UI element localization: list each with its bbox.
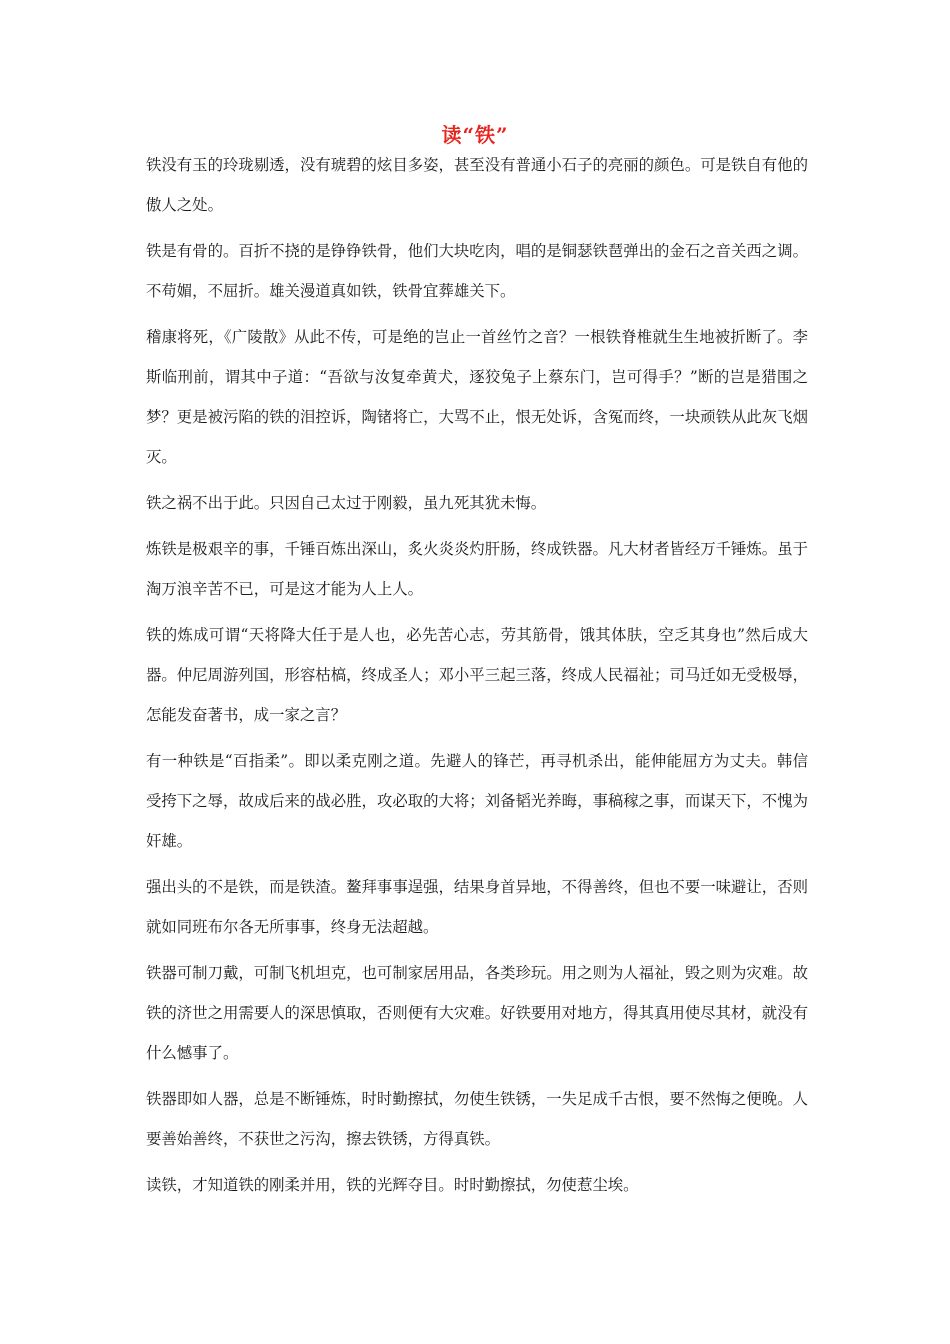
paragraph-4: 铁之祸不出于此。只因自己太过于刚毅，虽九死其犹未悔。 [146, 494, 547, 512]
paragraph-6: 铁的炼成可谓“天将降大任于是人也，必先苦心志，劳其筋骨，饿其体肤，空乏其身也”然后成大器。仲尼周游列国，形容枯槁，终成圣人；邓小平三起三落，终成人民福祉；司马迁如无受极辱，怎能发奋著书，成一家之言？ [146, 626, 808, 724]
paragraph-5: 炼铁是极艰辛的事，千锤百炼出深山，炙火炎炎灼肝肠，终成铁器。凡大材者皆经万千锤炼。虽于淘万浪辛苦不已，可是这才能为人上人。 [146, 540, 808, 598]
paragraph-3: 稽康将死，《广陵散》从此不传，可是绝的岂止一首丝竹之音？一根铁脊椎就生生地被折断了。李斯临刑前，谓其中子道：“吾欲与汝复牵黄犬，逐狡兔子上蔡东门，岂可得手？”断的岂是猎围之梦？更是被污陷的铁的泪控诉，陶锗将亡，大骂不止，恨无处诉，含冤而终，一块顽铁从此灰飞烟灭。 [146, 328, 808, 466]
paragraph-10: 铁器即如人器，总是不断锤炼，时时勤擦拭，勿使生铁锈，一失足成千古恨，要不然悔之便晚。人要善始善终，不获世之污沟，擦去铁锈，方得真铁。 [146, 1090, 808, 1148]
article-body [146, 145, 808, 1211]
paragraph-11: 读铁，才知道铁的刚柔并用，铁的光辉夺目。时时勤擦拭，勿使惹尘埃。 [146, 1176, 639, 1194]
paragraph-7: 有一种铁是“百指柔”。即以柔克刚之道。先避人的锋芒，再寻机杀出，能伸能屈方为丈夫。韩信受挎下之辱，故成后来的战必胜，攻必取的大将；刘备韬光养晦，事稿稼之事，而谋天下，不愧为奸雄。 [146, 752, 808, 850]
paragraph-9: 铁器可制刀戴，可制飞机坦克，也可制家居用品，各类珍玩。用之则为人福祉，毁之则为灾难。故铁的济世之用需要人的深思慎取，否则便有大灾难。好铁要用对地方，得其真用使尽其材，就没有什么憾事了。 [146, 964, 808, 1062]
paragraph-1: 铁没有玉的玲珑剔透，没有琥碧的炫目多姿，甚至没有普通小石子的亮丽的颜色。可是铁自有他的傲人之处。 [146, 156, 808, 214]
page-title: 读“铁” [441, 123, 509, 147]
paragraph-2: 铁是有骨的。百折不挠的是铮铮铁骨，他们大块吃肉，唱的是铜瑟铁琶弹出的金石之音关西之调。不苟媚，不屈折。雄关漫道真如铁，铁骨宜葬雄关下。 [146, 242, 808, 300]
paragraph-8: 强出头的不是铁，而是铁渣。鳌拜事事逞强，结果身首异地，不得善终，但也不要一味避让，否则就如同班布尔各无所事事，终身无法超越。 [146, 878, 808, 936]
